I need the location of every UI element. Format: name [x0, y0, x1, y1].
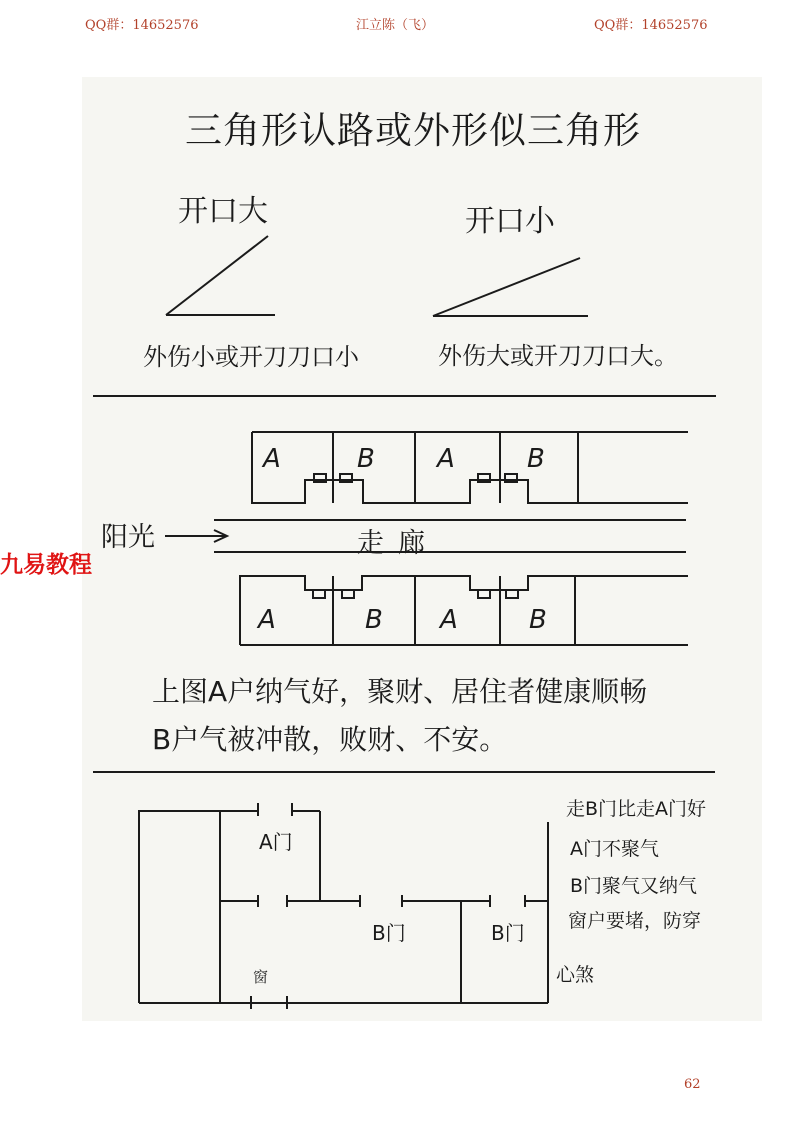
angle-small-opening	[433, 258, 588, 316]
door-a-label: A门	[259, 830, 293, 854]
floorplan-bottom-row	[240, 576, 688, 645]
unit-bottom-2: B	[365, 605, 383, 635]
side-note-1: 走B门比走A门好	[566, 798, 707, 820]
section-title: 三角形认路或外形似三角形	[185, 109, 641, 152]
note-small-opening: 外伤大或开刀刀口大。	[438, 342, 678, 370]
page-number: 62	[684, 1077, 701, 1092]
door-b2-label: B门	[491, 921, 525, 945]
side-note-5: 心煞	[556, 964, 595, 986]
label-small-opening: 开口小	[465, 204, 555, 239]
paragraph-line-2: B户气被冲散，败财、不安。	[152, 723, 508, 756]
corridor-label: 走廊	[357, 528, 439, 559]
unit-bottom-3: A	[440, 605, 458, 635]
side-note-2: A门不聚气	[570, 838, 659, 860]
door-b1-label: B门	[372, 921, 406, 945]
header-author: 江立陈（飞）	[356, 18, 435, 33]
window-label: 窗	[253, 968, 269, 986]
unit-top-4: B	[527, 444, 545, 474]
side-note-4: 窗户要堵，防穿	[568, 910, 702, 932]
unit-top-2: B	[357, 444, 375, 474]
note-large-opening: 外伤小或开刀刀口小	[143, 343, 359, 371]
watermark-brand: 九易教程	[0, 552, 92, 578]
unit-top-1: A	[263, 444, 281, 474]
header-left-qq: QQ群：14652576	[85, 18, 199, 33]
paragraph-line-1: 上图A户纳气好，聚财、居住者健康顺畅	[152, 675, 648, 708]
label-large-opening: 开口大	[178, 194, 268, 229]
unit-top-3: A	[437, 444, 455, 474]
header-right-qq: QQ群：14652576	[594, 18, 708, 33]
unit-bottom-4: B	[529, 605, 547, 635]
unit-bottom-1: A	[258, 605, 276, 635]
sunlight-label: 阳光	[101, 522, 155, 553]
floorplan-doors	[139, 803, 548, 1009]
angle-large-opening	[166, 236, 275, 315]
side-note-3: B门聚气又纳气	[570, 875, 698, 897]
floorplan-top-row	[252, 432, 688, 503]
